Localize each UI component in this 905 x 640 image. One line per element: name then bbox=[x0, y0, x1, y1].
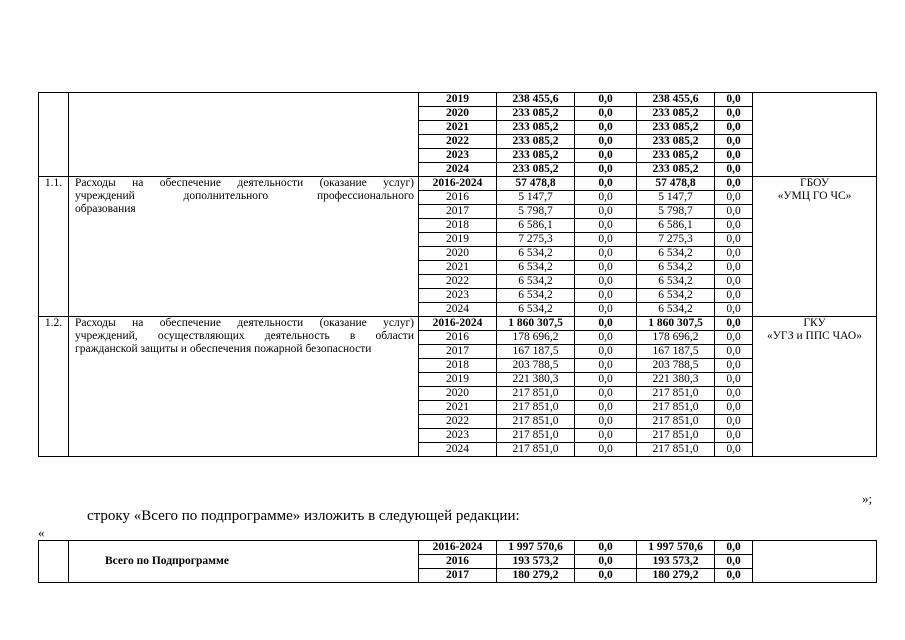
total-cell: 6 534,2 bbox=[497, 303, 575, 317]
regional-cell: 203 788,5 bbox=[637, 359, 715, 373]
total-cell: 6 534,2 bbox=[497, 289, 575, 303]
year-cell: 2016-2024 bbox=[419, 177, 497, 191]
other-cell: 0,0 bbox=[715, 317, 753, 331]
federal-cell: 0,0 bbox=[575, 261, 637, 275]
year-cell: 2016-2024 bbox=[419, 317, 497, 331]
regional-cell: 6 534,2 bbox=[637, 275, 715, 289]
item-description bbox=[69, 317, 419, 457]
regional-cell: 1 860 307,5 bbox=[637, 317, 715, 331]
regional-cell: 6 534,2 bbox=[637, 261, 715, 275]
year-cell: 2018 bbox=[419, 219, 497, 233]
federal-cell: 0,0 bbox=[575, 401, 637, 415]
total-cell: 217 851,0 bbox=[497, 401, 575, 415]
total-cell: 6 586,1 bbox=[497, 219, 575, 233]
year-cell: 2016 bbox=[419, 555, 497, 569]
year-cell: 2019 bbox=[419, 233, 497, 247]
other-cell: 0,0 bbox=[715, 401, 753, 415]
executor-line: «УГЗ и ППС ЧАО» bbox=[767, 330, 862, 342]
other-cell: 0,0 bbox=[715, 359, 753, 373]
description-line: учреждений, осуществляющих деятельность в области bbox=[75, 330, 414, 342]
regional-cell: 6 534,2 bbox=[637, 247, 715, 261]
other-cell: 0,0 bbox=[715, 331, 753, 345]
year-cell: 2016 bbox=[419, 331, 497, 345]
total-cell: 167 187,5 bbox=[497, 345, 575, 359]
federal-cell: 0,0 bbox=[575, 555, 637, 569]
total-cell: 1 997 570,6 bbox=[497, 541, 575, 555]
regional-cell: 233 085,2 bbox=[637, 149, 715, 163]
other-cell: 0,0 bbox=[715, 121, 753, 135]
federal-cell: 0,0 bbox=[575, 163, 637, 177]
regional-cell: 217 851,0 bbox=[637, 415, 715, 429]
year-cell: 2019 bbox=[419, 93, 497, 107]
year-cell: 2022 bbox=[419, 135, 497, 149]
year-cell: 2020 bbox=[419, 107, 497, 121]
total-cell: 178 696,2 bbox=[497, 331, 575, 345]
year-cell: 2024 bbox=[419, 443, 497, 457]
year-cell: 2024 bbox=[419, 163, 497, 177]
opening-quote: « bbox=[38, 525, 45, 540]
total-cell: 6 534,2 bbox=[497, 261, 575, 275]
regional-cell: 1 997 570,6 bbox=[637, 541, 715, 555]
federal-cell: 0,0 bbox=[575, 317, 637, 331]
total-cell: 233 085,2 bbox=[497, 149, 575, 163]
year-cell: 2022 bbox=[419, 415, 497, 429]
other-cell: 0,0 bbox=[715, 135, 753, 149]
year-cell: 2016-2024 bbox=[419, 541, 497, 555]
other-cell: 0,0 bbox=[715, 555, 753, 569]
number-cell bbox=[39, 93, 69, 177]
year-cell: 2020 bbox=[419, 247, 497, 261]
year-cell: 2018 bbox=[419, 359, 497, 373]
regional-cell: 5 147,7 bbox=[637, 191, 715, 205]
year-cell: 2017 bbox=[419, 205, 497, 219]
total-cell: 217 851,0 bbox=[497, 443, 575, 457]
subprogram-total-table bbox=[38, 540, 877, 583]
other-cell: 0,0 bbox=[715, 149, 753, 163]
year-cell: 2022 bbox=[419, 275, 497, 289]
total-cell: 180 279,2 bbox=[497, 569, 575, 583]
other-cell: 0,0 bbox=[715, 569, 753, 583]
total-cell: 233 085,2 bbox=[497, 163, 575, 177]
executor-line: ГБОУ bbox=[800, 177, 829, 189]
regional-cell: 6 534,2 bbox=[637, 289, 715, 303]
year-cell: 2017 bbox=[419, 569, 497, 583]
other-cell: 0,0 bbox=[715, 541, 753, 555]
other-cell: 0,0 bbox=[715, 373, 753, 387]
item-number: 1.2. bbox=[39, 317, 69, 457]
federal-cell: 0,0 bbox=[575, 93, 637, 107]
other-cell: 0,0 bbox=[715, 289, 753, 303]
other-cell: 0,0 bbox=[715, 219, 753, 233]
regional-cell: 193 573,2 bbox=[637, 555, 715, 569]
other-cell: 0,0 bbox=[715, 415, 753, 429]
item-description bbox=[69, 177, 419, 317]
table-row bbox=[39, 93, 877, 107]
executor-cell bbox=[753, 541, 877, 583]
federal-cell: 0,0 bbox=[575, 373, 637, 387]
regional-cell: 5 798,7 bbox=[637, 205, 715, 219]
table-row bbox=[39, 317, 877, 331]
federal-cell: 0,0 bbox=[575, 275, 637, 289]
regional-cell: 238 455,6 bbox=[637, 93, 715, 107]
year-cell: 2020 bbox=[419, 387, 497, 401]
federal-cell: 0,0 bbox=[575, 415, 637, 429]
item-executor bbox=[753, 177, 877, 317]
subprogram-total-label: Всего по Подпрограмме bbox=[69, 541, 419, 583]
total-cell: 217 851,0 bbox=[497, 415, 575, 429]
total-cell: 217 851,0 bbox=[497, 429, 575, 443]
federal-cell: 0,0 bbox=[575, 331, 637, 345]
total-cell: 5 798,7 bbox=[497, 205, 575, 219]
total-cell: 193 573,2 bbox=[497, 555, 575, 569]
executor-line: ГКУ bbox=[803, 317, 826, 329]
other-cell: 0,0 bbox=[715, 429, 753, 443]
regional-cell: 233 085,2 bbox=[637, 107, 715, 121]
federal-cell: 0,0 bbox=[575, 387, 637, 401]
description-cell bbox=[69, 93, 419, 177]
regional-cell: 233 085,2 bbox=[637, 163, 715, 177]
regional-cell: 180 279,2 bbox=[637, 569, 715, 583]
regional-cell: 7 275,3 bbox=[637, 233, 715, 247]
federal-cell: 0,0 bbox=[575, 205, 637, 219]
regional-cell: 217 851,0 bbox=[637, 429, 715, 443]
description-line: Расходы на обеспечение деятельности (оказание услуг) bbox=[75, 317, 414, 329]
regional-cell: 178 696,2 bbox=[637, 331, 715, 345]
other-cell: 0,0 bbox=[715, 247, 753, 261]
regional-cell: 6 586,1 bbox=[637, 219, 715, 233]
federal-cell: 0,0 bbox=[575, 107, 637, 121]
federal-cell: 0,0 bbox=[575, 233, 637, 247]
federal-cell: 0,0 bbox=[575, 345, 637, 359]
federal-cell: 0,0 bbox=[575, 443, 637, 457]
regional-cell: 6 534,2 bbox=[637, 303, 715, 317]
executor-line: «УМЦ ГО ЧС» bbox=[777, 190, 852, 202]
regional-cell: 221 380,3 bbox=[637, 373, 715, 387]
other-cell: 0,0 bbox=[715, 163, 753, 177]
executor-cell bbox=[753, 93, 877, 177]
description-line: гражданской защиты и обеспечения пожарной безопасности bbox=[75, 343, 372, 355]
other-cell: 0,0 bbox=[715, 107, 753, 121]
other-cell: 0,0 bbox=[715, 387, 753, 401]
total-cell: 57 478,8 bbox=[497, 177, 575, 191]
other-cell: 0,0 bbox=[715, 275, 753, 289]
federal-cell: 0,0 bbox=[575, 177, 637, 191]
description-line: учреждений дополнительного профессионального bbox=[75, 190, 414, 202]
total-cell: 7 275,3 bbox=[497, 233, 575, 247]
federal-cell: 0,0 bbox=[575, 359, 637, 373]
item-executor bbox=[753, 317, 877, 457]
year-cell: 2023 bbox=[419, 289, 497, 303]
year-cell: 2023 bbox=[419, 149, 497, 163]
total-cell: 238 455,6 bbox=[497, 93, 575, 107]
other-cell: 0,0 bbox=[715, 303, 753, 317]
program-expenses-table bbox=[38, 92, 877, 457]
other-cell: 0,0 bbox=[715, 345, 753, 359]
year-cell: 2016 bbox=[419, 191, 497, 205]
year-cell: 2023 bbox=[419, 429, 497, 443]
total-cell: 1 860 307,5 bbox=[497, 317, 575, 331]
regional-cell: 233 085,2 bbox=[637, 121, 715, 135]
instruction-text: строку «Всего по подпрограмме» изложить в следующей редакции: bbox=[87, 508, 520, 524]
other-cell: 0,0 bbox=[715, 443, 753, 457]
total-cell: 217 851,0 bbox=[497, 387, 575, 401]
total-cell: 6 534,2 bbox=[497, 275, 575, 289]
regional-cell: 217 851,0 bbox=[637, 387, 715, 401]
federal-cell: 0,0 bbox=[575, 149, 637, 163]
federal-cell: 0,0 bbox=[575, 121, 637, 135]
table-row bbox=[39, 177, 877, 191]
year-cell: 2024 bbox=[419, 303, 497, 317]
closing-quote: »; bbox=[862, 491, 873, 506]
regional-cell: 217 851,0 bbox=[637, 443, 715, 457]
regional-cell: 57 478,8 bbox=[637, 177, 715, 191]
total-cell: 6 534,2 bbox=[497, 247, 575, 261]
federal-cell: 0,0 bbox=[575, 303, 637, 317]
total-cell: 233 085,2 bbox=[497, 135, 575, 149]
other-cell: 0,0 bbox=[715, 177, 753, 191]
federal-cell: 0,0 bbox=[575, 135, 637, 149]
table-row bbox=[39, 541, 877, 555]
federal-cell: 0,0 bbox=[575, 191, 637, 205]
other-cell: 0,0 bbox=[715, 205, 753, 219]
federal-cell: 0,0 bbox=[575, 541, 637, 555]
total-cell: 233 085,2 bbox=[497, 121, 575, 135]
total-cell: 221 380,3 bbox=[497, 373, 575, 387]
federal-cell: 0,0 bbox=[575, 569, 637, 583]
total-cell: 5 147,7 bbox=[497, 191, 575, 205]
federal-cell: 0,0 bbox=[575, 429, 637, 443]
description-line: Расходы на обеспечение деятельности (оказание услуг) bbox=[75, 177, 414, 189]
federal-cell: 0,0 bbox=[575, 289, 637, 303]
federal-cell: 0,0 bbox=[575, 247, 637, 261]
other-cell: 0,0 bbox=[715, 93, 753, 107]
total-cell: 233 085,2 bbox=[497, 107, 575, 121]
number-cell bbox=[39, 541, 69, 583]
other-cell: 0,0 bbox=[715, 191, 753, 205]
description-line: образования bbox=[75, 203, 136, 215]
federal-cell: 0,0 bbox=[575, 219, 637, 233]
other-cell: 0,0 bbox=[715, 261, 753, 275]
regional-cell: 217 851,0 bbox=[637, 401, 715, 415]
year-cell: 2021 bbox=[419, 121, 497, 135]
year-cell: 2021 bbox=[419, 261, 497, 275]
total-cell: 203 788,5 bbox=[497, 359, 575, 373]
regional-cell: 167 187,5 bbox=[637, 345, 715, 359]
year-cell: 2019 bbox=[419, 373, 497, 387]
item-number: 1.1. bbox=[39, 177, 69, 317]
year-cell: 2021 bbox=[419, 401, 497, 415]
other-cell: 0,0 bbox=[715, 233, 753, 247]
regional-cell: 233 085,2 bbox=[637, 135, 715, 149]
year-cell: 2017 bbox=[419, 345, 497, 359]
